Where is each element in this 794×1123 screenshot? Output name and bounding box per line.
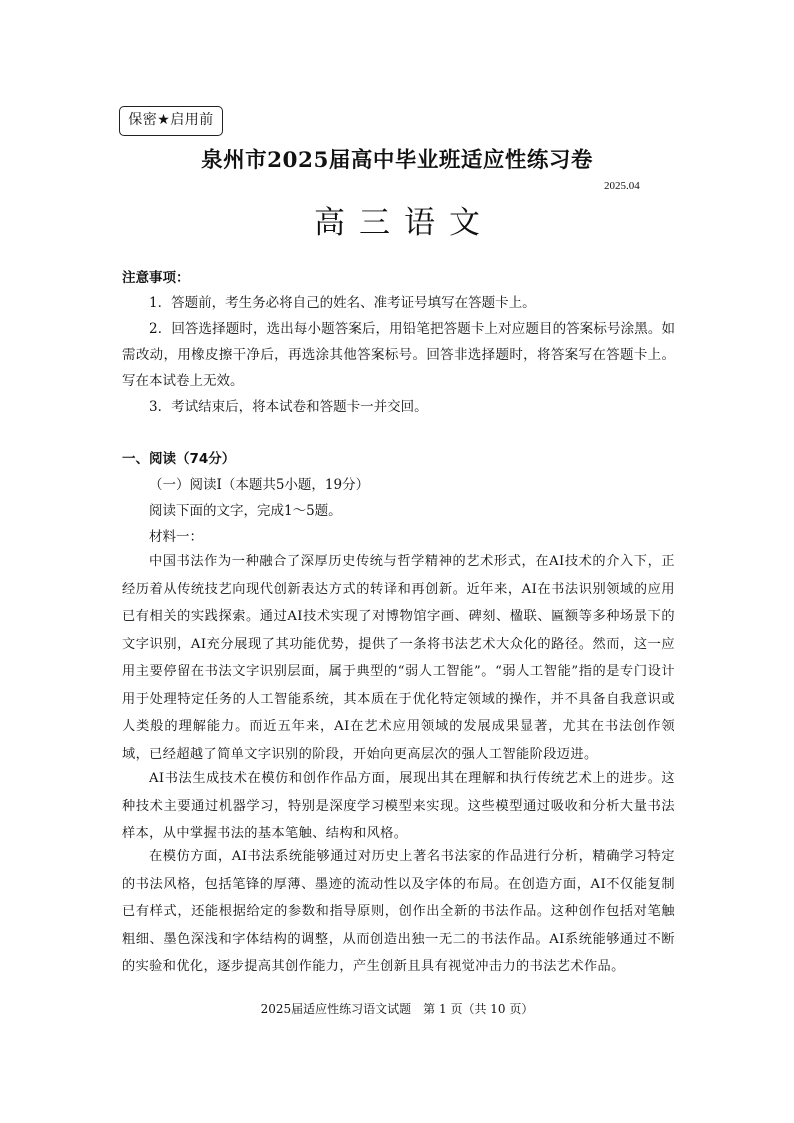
- exam-title: 泉州市2025届高中毕业班适应性练习卷: [201, 148, 593, 173]
- notice-item: 3．考试结束后，将本试卷和答题卡一并交回。: [149, 399, 428, 415]
- section-heading: 一、阅读（74分）: [122, 451, 236, 467]
- notice-item: 1．答题前，考生务必将自己的姓名、准考证号填写在答题卡上。: [149, 295, 536, 311]
- body-paragraph: 在模仿方面，AI书法系统能够通过对历史上著名书法家的作品进行分析，精确学习特定的书法风格，包括笔锋的厚薄、墨迹的流动性以及字体的布局。在创造方面，AI不仅能复制已有样式，还能根据给定的参数和指导原则，创作出全新的书法作品。这种创作包括对笔触粗细、墨色深浅和字体结构的调整，从而创造出独一无二的书法作品。AI系统能够通过不断的实验和优化，逐步提高其创作能力，产生创新且具有视觉冲击力的书法艺术作品。: [122, 849, 675, 974]
- body-paragraph: 中国书法作为一种融合了深厚历史传统与哲学精神的艺术形式，在AI技术的介入下，正经历着从传统技艺向现代创新表达方式的转译和再创新。近年来，AI在书法识别领域的应用已有相关的实践探索。通过AI技术实现了对博物馆字画、碑刻、楹联、匾额等多种场景下的文字识别，AI充分展现了其功能优势，提供了一条将书法艺术大众化的路径。然而，这一应用主要停留在书法文字识别层面，属于典型的“弱人工智能”。“弱人工智能”指的是专门设计用于处理特定任务的人工智能系统，其本质在于优化特定领域的操作，并不具备自我意识或人类般的理解能力。而近五年来，AI在艺术应用领域的发展成果显著，尤其在书法创作领域，已经超越了简单文字识别的阶段，开始向更高层次的强人工智能阶段迈进。: [122, 554, 675, 762]
- material-label: 材料一：: [149, 529, 203, 545]
- exam-date: 2025.04: [604, 180, 640, 192]
- confidential-stamp: 保密★启用前: [119, 106, 223, 136]
- notice-heading: 注意事项：: [122, 270, 190, 286]
- page-footer: 2025届适应性练习语文试题 第 1 页（共 10 页）: [260, 1002, 534, 1016]
- part-title: （一）阅读Ⅰ（本题共5小题，19分）: [149, 477, 370, 493]
- body-paragraph: AI书法生成技术在模仿和创作作品方面，展现出其在理解和执行传统艺术上的进步。这种技术主要通过机器学习，特别是深度学习模型来实现。这些模型通过吸收和分析大量书法样本，从中掌握书法的基本笔触、结构和风格。: [122, 771, 675, 841]
- reading-instruction: 阅读下面的文字，完成1～5题。: [149, 503, 342, 519]
- notice-item: 2．回答选择题时，选出每小题答案后，用铅笔把答题卡上对应题目的答案标号涂黑。如需改动，用橡皮擦干净后，再选涂其他答案标号。回答非选择题时，将答案写在答题卡上。写在本试卷上无效。: [122, 321, 675, 389]
- subject-title: 高三语文: [314, 205, 494, 241]
